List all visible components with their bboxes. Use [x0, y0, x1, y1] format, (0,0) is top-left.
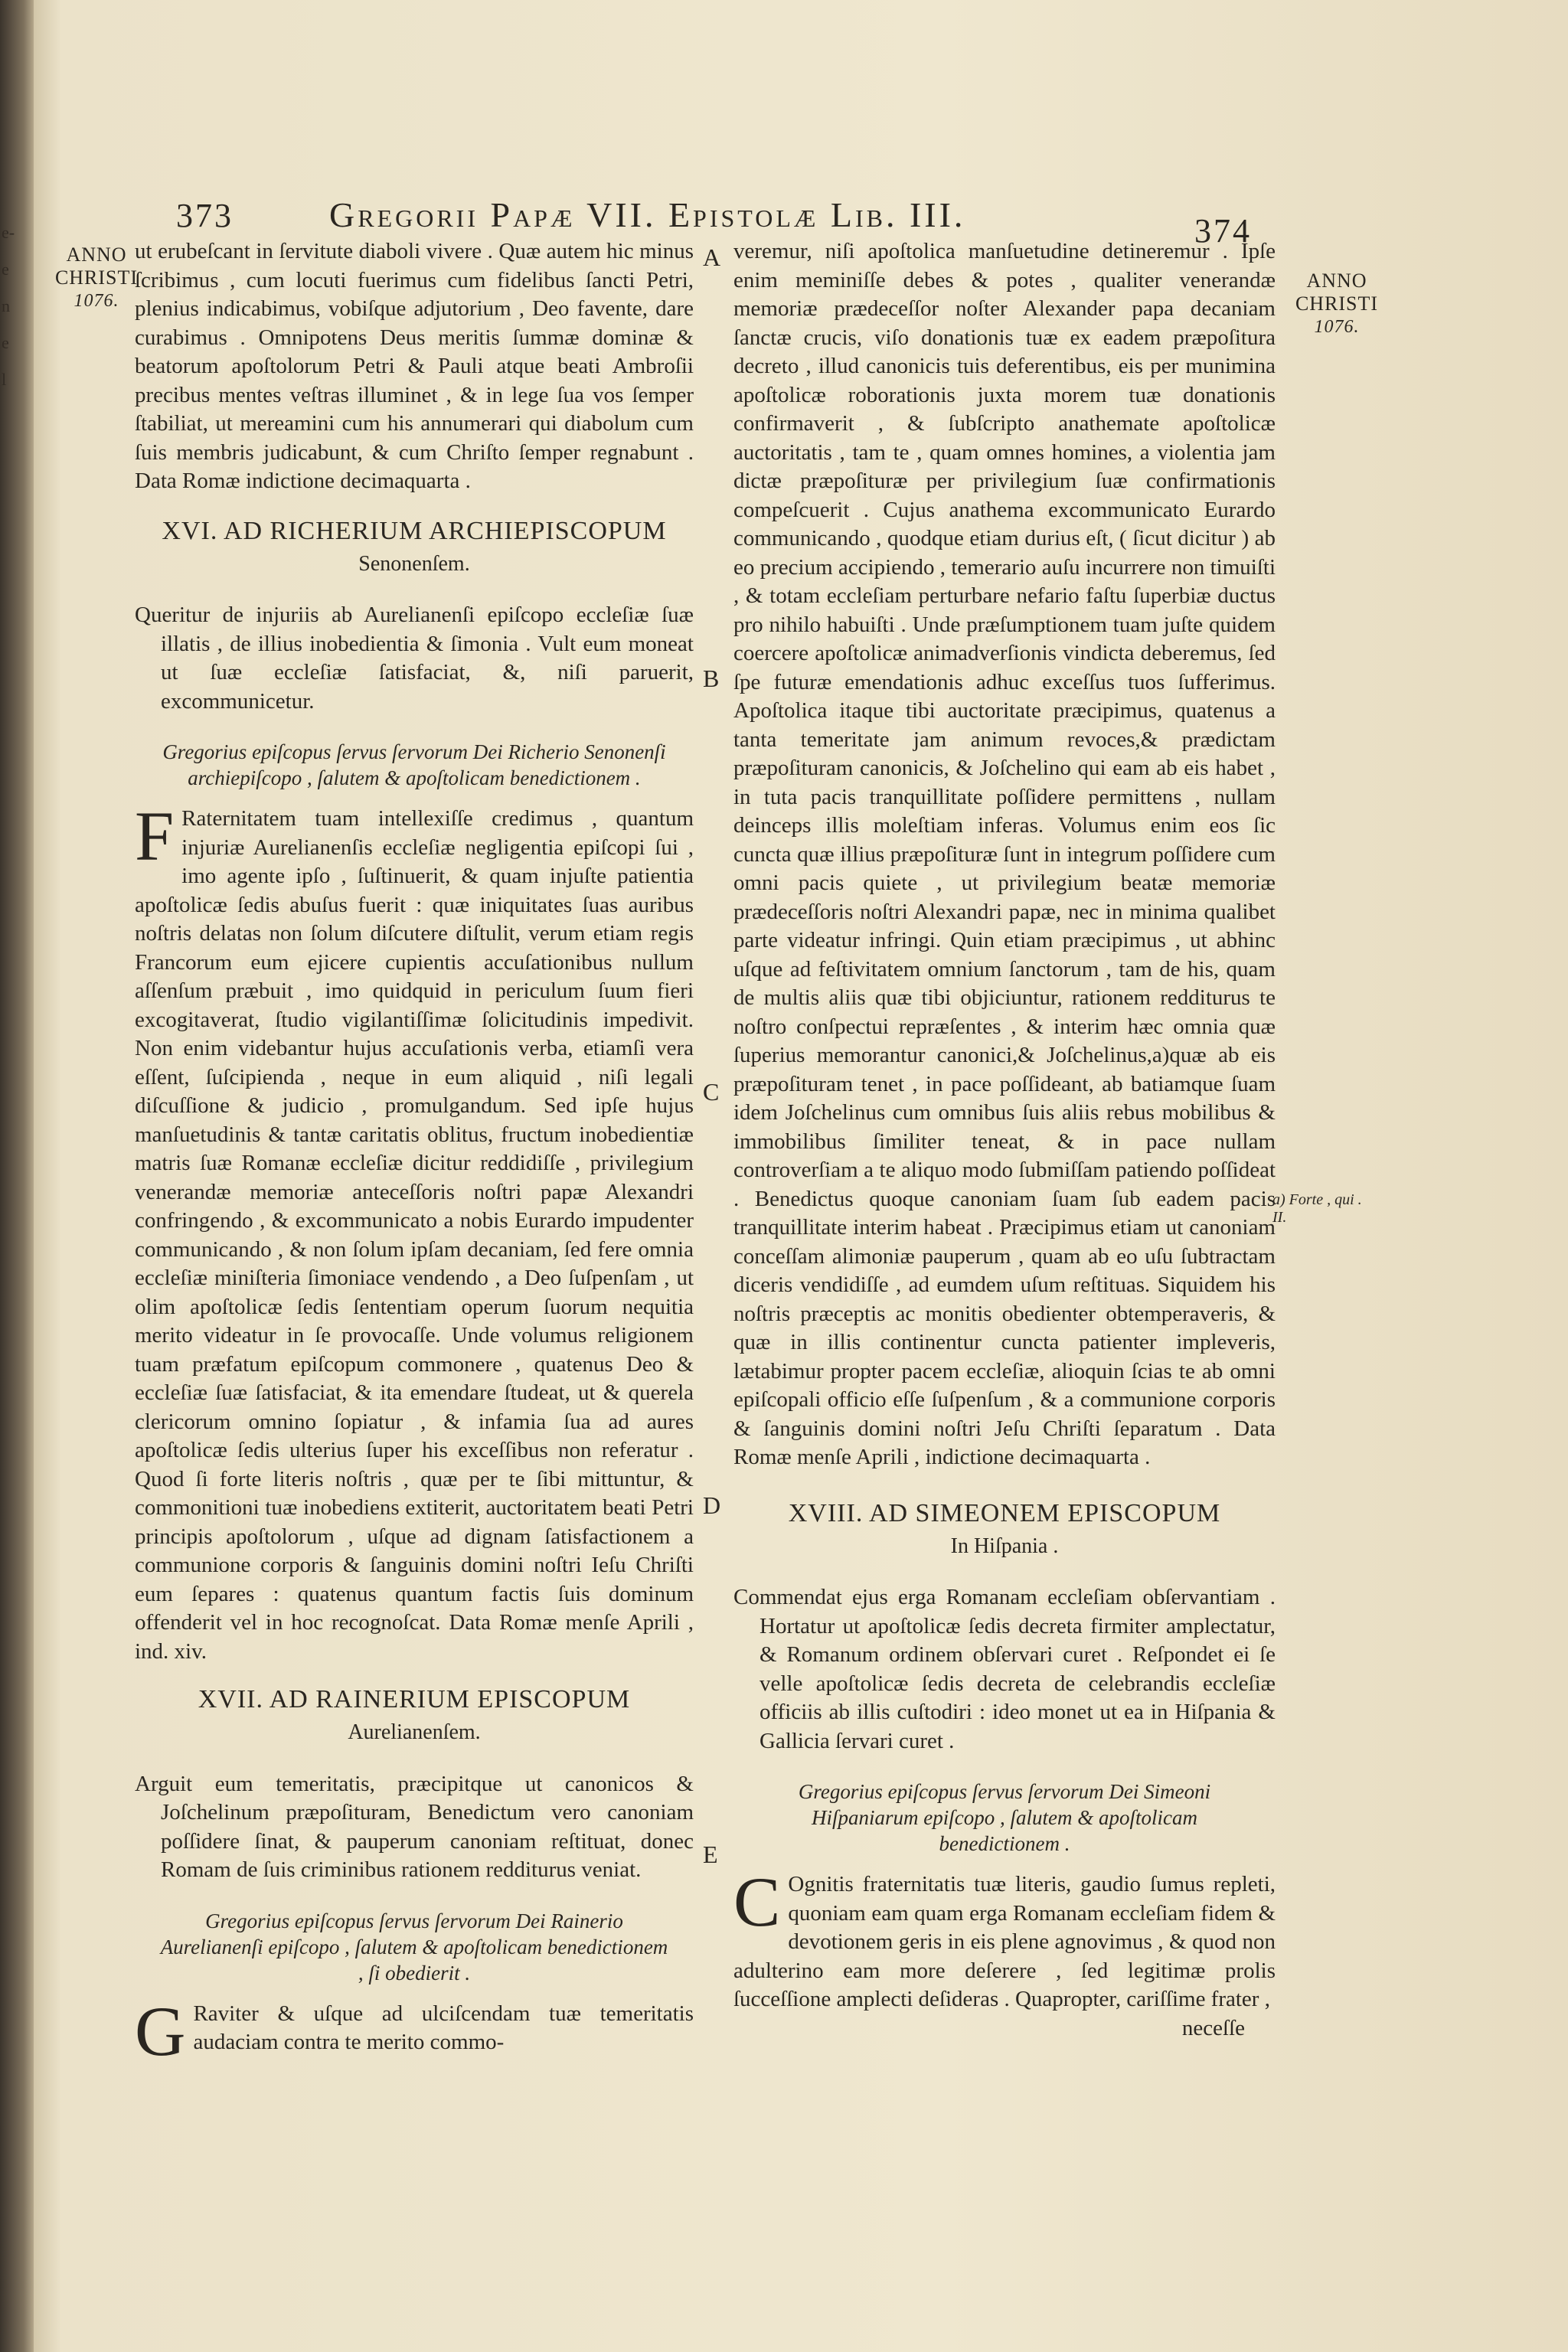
section-letter-b: B [703, 665, 720, 692]
section-letter-d: D [703, 1491, 721, 1519]
letter-xvi-body [135, 797, 694, 1666]
page-number-right: 374 [1194, 212, 1252, 250]
letter-xvi-summary: Queritur de injuriis ab Aurelianenſi epiſcopo eccleſiæ ſuæ illatis , de illius inobedientia & ſimonia . Vult eum moneat ut ſuæ eccleſiæ ſatisfaciat, &, niſi paruerit, excommunicetur. [135, 603, 694, 714]
letter-xviii-salutation: Gregorius epiſcopus ſervus ſervorum Dei Simeoni Hiſpaniarum epiſcopo , ſalutem & apoſtolicam benedictionem . [798, 1780, 1211, 1855]
section-letter-e: E [703, 1841, 718, 1868]
letter-xvii-subheading: Aurelianenſem. [348, 1720, 481, 1744]
drop-capital: G [135, 1991, 186, 2070]
running-header [153, 184, 1302, 250]
letter-xviii-body [733, 1863, 1276, 2014]
section-letter-c: C [703, 1078, 720, 1106]
margin-year-value: 1076. [1314, 317, 1360, 337]
running-title: Gregorii Papæ VII. Epistolæ Lib. III. [329, 195, 966, 234]
section-letter-a: A [703, 243, 721, 271]
letter-xvi-subheading: Senonenſem. [358, 551, 470, 576]
letter-xvi-salutation: Gregorius epiſcopus ſervus ſervorum Dei Richerio Senonenſi archiepiſcopo , ſalutem & apoſtolicam benedictionem . [162, 740, 666, 789]
letter-xvii-body [135, 1991, 694, 2070]
margin-year-value: 1076. [74, 291, 119, 311]
margin-year-right [1291, 270, 1383, 338]
opening-text: ut erubeſcant in ſervitute diaboli vivere . Quæ autem hic minus ſcribimus , cum locuti fuerimus cum fidelibus ſancti Petri, plenius indicabimus, vobiſque adjutorium , Deo favente, dare curabimus . Omnipotens Deus meritis ſummæ dominæ & beatorum apoſtolorum Petri & Pauli atque beati Ambroſii precibus mentes veſtras illuminet , & in lege ſua vos ſemper ſtabiliat, ut mereamini cum his annumerari qui diabolum cum ſuis membris judicabunt, & cum Chriſto ſemper regnabunt . Data Romæ indictione decimaquarta . [135, 239, 694, 493]
margin-christi: CHRISTI [54, 266, 139, 289]
letter-xvii-summary: Arguit eum temeritatis, præcipitque ut canonicos & Joſchelinum præpoſituram, Benedictum vero canoniam poſſidere ſinat, & pauperum canoniam reſtituat, donec Romam de ſuis criminibus rationem redditurus veniat. [135, 1771, 694, 1882]
letter-xvii-heading: XVII. AD RAINERIUM EPISCOPUM [198, 1685, 631, 1713]
page-number-left: 373 [176, 197, 234, 234]
letter-xvii-salutation: Gregorius epiſcopus ſervus ſervorum Dei Rainerio Aurelianenſi epiſcopo , ſalutem & apoſtolicam benedictionem , ſi obedierit . [160, 1909, 668, 1984]
catchword: neceſſe [1181, 2015, 1245, 2040]
margin-note-forte: a) Forte , qui . II. [1272, 1191, 1362, 1226]
facing-page-fragments: e- e n e l [2, 223, 15, 389]
letter-xvi-heading: XVI. AD RICHERIUM ARCHIEPISCOPUM [162, 516, 667, 545]
margin-anno: ANNO [66, 243, 127, 266]
margin-year-left [51, 243, 142, 312]
letter-xviii-heading: XVIII. AD SIMEONEM EPISCOPUM [788, 1498, 1221, 1527]
margin-anno: ANNO [1306, 270, 1367, 292]
letter-xviii-text: Ognitis fraternitatis tuæ literis, gaudio ſumus repleti, quoniam eam quam erga Romanam eccleſiam fidem & devotionem geris in eis plene agnovimus , & quod non adulterino eam more deſerere , ſed legitimæ prolis ſucceſſione amplecti deſideras . Quapropter, cariſſime frater , [733, 1872, 1276, 2011]
letter-xvi-text: Raternitatem tuam intellexiſſe credimus , quantum injuriæ Aurelianenſis eccleſiæ negligentia epiſcopi ſui , imo agente ipſo , ſuſtinuerit, & quam injuſte patientia apoſtolicæ ſedis abuſus fuerit : quæ iniquitates ſuas auribus noſtris delatas non ſolum diſcutere diſtulit, verum etiam regis Francorum eum ejicere cupientis accuſationibus nullum aſſenſum præbuit , imo quidquid in periculum ſuum fieri excogitaverat, ſtudio vigilantiſſimæ ſolicitudinis impedivit. Non enim videbantur hujus accuſationis verba, etiamſi vera eſſent, ſuſcipienda , neque in eum aliquid , niſi legali diſcuſſione & judicio , promulgandum. Sed ipſe hujus manſuetudinis & tantæ caritatis oblitus, fructum inobedientiæ matris ſuæ Romanæ eccleſiæ dicitur reddidiſſe , privilegium venerandæ memoriæ anteceſſoris noſtri papæ Alexandri confringendo , & excommunicato a nobis Eurardo impudenter communicando , & non ſolum ipſam decaniam, ſed fere omnia eccleſiæ miniſteria ſimoniace vendendo , a Deo ſuſpenſam , ut olim apoſtolicæ ſedis ſententiam operum ſuorum nequitia merito videatur in ſe provocaſſe. Unde volumus religionem tuam præfatum epiſcopum commonere , quatenus Deo & eccleſiæ ſuæ ſatisfaciat, & ita emendare ſtudeat, ut & querela clericorum omnino ſopiatur , & infamia ſua ad aures apoſtolicæ ſedis ulterius ſuper his exceſſibus non referatur . Quod ſi forte literis noſtris , quæ per te ſibi mittuntur, & commonitioni tuæ inobediens extiterit, auctoritatem beati Petri principis apoſtolorum , uſque ad dignam ſatisfactionem a communione corporis & ſanguinis domini noſtri Ieſu Chriſti eum ſepares : quatenus quantum factis ſuis dominum offenderit vel in hoc recognoſcat. Data Romæ menſe Aprili , ind. xiv. [135, 806, 694, 1664]
letter-xviii-subheading: In Hiſpania . [950, 1534, 1059, 1558]
drop-capital: F [135, 797, 175, 875]
drop-capital: C [733, 1863, 781, 1941]
left-column [135, 237, 694, 2070]
letter-xvii-text: Raviter & uſque ad ulciſcendam tuæ temeritatis audaciam contra te merito commo- [193, 2001, 694, 2054]
right-column [733, 237, 1276, 2043]
margin-christi: CHRISTI [1295, 292, 1379, 315]
letter-xviii-summary: Commendat ejus erga Romanam eccleſiam obſervantiam . Hortatur ut apoſtolicæ ſedis decreta firmiter amplectatur, & Romanum ordinem obſervari curet . Reſpondet ei ſe velle apoſtolicæ ſedis decreta de celebrandis eccleſiæ officiis ab illis cuſtodiri : ideo monet ut ea in Hiſpania & Gallicia ſervari curet . [733, 1585, 1276, 1753]
continuation-text: veremur, niſi apoſtolica manſuetudine detineremur . Ipſe enim meminiſſe debes & potes , qualiter venerandæ memoriæ prædeceſſor noſter Alexander papa decaniam ſanctæ crucis, viſo donationis tuæ ex eadem præpoſitura decreto , illud canonicis tuis deferentibus, eis per munimina apoſtolicæ roborationis juxta morem tuæ donationis confirmaverit , & ſubſcripto anathemate apoſtolicæ auctoritatis , tam te , quam omnes homines, a violentia jam dictæ præpoſituræ per privilegium ſuæ confirmationis compeſcuerit . Cujus anathema excommunicato Eurardo communicando , quodque etiam durius eſt, ( ſicut dicitur ) ab eo precium accipiendo , temerario auſu incurrere non timuiſti , & totam eccleſiam perturbare nefario faſtu ſuperbiæ ductus pro nihilo habuiſti . Unde præſumptionem tuam juſte quidem coercere apoſtolicæ animadverſionis vindicta deberemus, ſed ſpe futuræ emendationis adhuc exceſſus tuos ſufferimus. Apoſtolica itaque tibi auctoritate præcipimus, quatenus a tanta temeritate jam animum revoces,& prædictam præpoſituram canonicis, & Joſchelino qui eam ab eis habet , in tuta pacis tranquillitate poſſidere permittens , nullam deinceps illis moleſtiam inferas. Volumus enim eos ſic cuncta quæ illius præpoſituræ ſunt in integrum poſſidere cum omni pacis quiete , ut privilegium beatæ memoriæ prædeceſſoris noſtri Alexandri papæ, nec in minima qualibet parte videatur infringi. Quin etiam præcipimus , ut abhinc uſque ad feſtivitatem omnium ſanctorum , tam de his, quam de multis aliis quæ tibi objiciuntur, rationem redditurus te noſtro conſpectui repræſentes , & interim hæc omnia quæ ſuperius memorantur canonici,& Joſchelinus,a)quæ ab eis præpoſituram tenet , in pace poſſideant, ab batiamque ſuam idem Joſchelinus cum omnibus ſuis aliis rebus mobilibus & immobilibus ſimiliter teneat, & in pace nullam controverſiam a te aliquo modo ſubmiſſam patiendo poſſideat . Benedictus quoque canoniam ſuam ſub eadem pacis tranquillitate interim habeat . Præcipimus etiam ut canoniam conceſſam alimoniæ pauperum , quam ab eo uſu ſubtractam diceris vendidiſſe , ad eumdem uſum reſtituas. Siquidem his noſtris præceptis ac monitis obedienter obtemperaveris, & quæ in illis continentur cuncta patienter impleveris, lætabimur propter pacem eccleſiæ, alioquin ſcias te ab omni epiſcopali officio eſſe ſuſpenſum , & a communione corporis & ſanguinis domini noſtri Jeſu Chriſti ſeparatum . Data Romæ menſe Aprili , indictione decimaquarta . [733, 239, 1276, 1469]
